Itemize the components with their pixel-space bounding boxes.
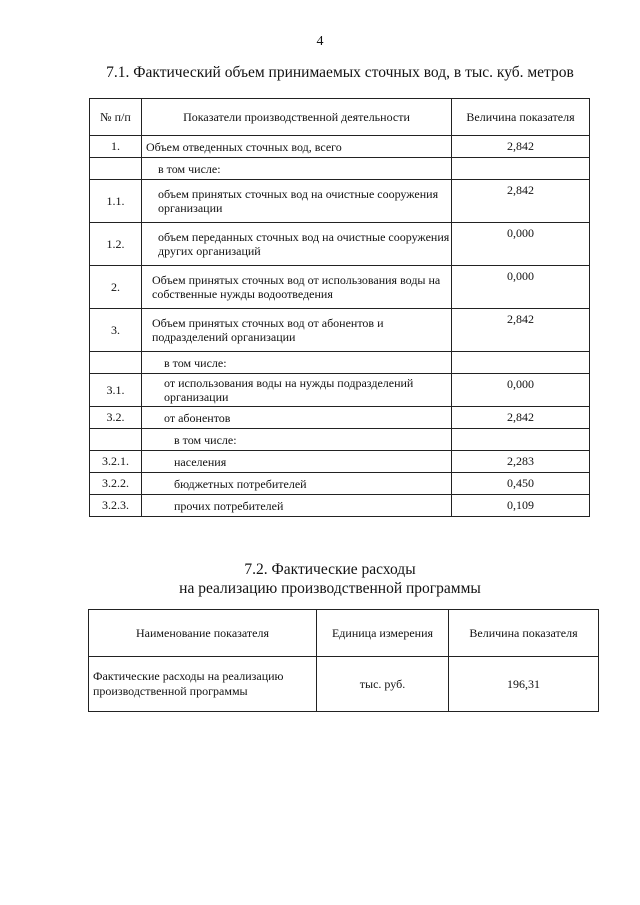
table-row bbox=[90, 180, 590, 223]
row-value: 0,000 bbox=[452, 223, 590, 266]
row-indicator: в том числе: bbox=[142, 158, 452, 180]
table-row bbox=[90, 266, 590, 309]
table-header-row bbox=[90, 99, 590, 136]
row-value bbox=[452, 158, 590, 180]
row-number: 1.2. bbox=[90, 223, 142, 266]
page-number: 4 bbox=[316, 34, 324, 49]
header-unit: Единица измерения bbox=[317, 610, 449, 657]
row-value: 0,109 bbox=[452, 495, 590, 517]
section-title-7-2-line1: 7.2. Фактические расходы bbox=[244, 561, 416, 578]
row-value: 2,842 bbox=[452, 407, 590, 429]
row-value: 2,842 bbox=[452, 136, 590, 158]
row-indicator: объем принятых сточных вод на очистные сооружения организации bbox=[142, 180, 452, 223]
table-row bbox=[90, 309, 590, 352]
table-row bbox=[90, 136, 590, 158]
table-row bbox=[90, 158, 590, 180]
wastewater-volume-table bbox=[89, 98, 590, 517]
row-value: 0,000 bbox=[452, 374, 590, 407]
row-value bbox=[452, 429, 590, 451]
header-indicator-name: Наименование показателя bbox=[89, 610, 317, 657]
row-value: 2,842 bbox=[452, 180, 590, 223]
row-indicator: в том числе: bbox=[142, 429, 452, 451]
row-number: 3.2.2. bbox=[90, 473, 142, 495]
expense-name: Фактические расходы на реализацию производственной программы bbox=[89, 657, 317, 712]
row-indicator: в том числе: bbox=[142, 352, 452, 374]
table-row bbox=[90, 495, 590, 517]
header-indicator: Показатели производственной деятельности bbox=[142, 99, 452, 136]
section-title-7-1: 7.1. Фактический объем принимаемых сточных вод, в тыс. куб. метров bbox=[106, 64, 574, 81]
row-indicator: Объем принятых сточных вод от использования воды на собственные нужды водоотведения bbox=[142, 266, 452, 309]
table-row bbox=[90, 451, 590, 473]
row-value: 0,000 bbox=[452, 266, 590, 309]
table-row bbox=[90, 407, 590, 429]
row-value: 0,450 bbox=[452, 473, 590, 495]
row-indicator: прочих потребителей bbox=[142, 495, 452, 517]
table-header-row bbox=[89, 610, 599, 657]
table-row bbox=[90, 473, 590, 495]
row-number: 3.2. bbox=[90, 407, 142, 429]
header-value: Величина показателя bbox=[449, 610, 599, 657]
row-indicator: Объем отведенных сточных вод, всего bbox=[142, 136, 452, 158]
section-title-7-2-line2: на реализацию производственной программы bbox=[179, 580, 481, 597]
table-row bbox=[89, 657, 599, 712]
expense-unit: тыс. руб. bbox=[317, 657, 449, 712]
table-row bbox=[90, 429, 590, 451]
row-number: 3.2.1. bbox=[90, 451, 142, 473]
expense-value: 196,31 bbox=[449, 657, 599, 712]
header-number: № п/п bbox=[90, 99, 142, 136]
row-number: 1. bbox=[90, 136, 142, 158]
row-value: 2,283 bbox=[452, 451, 590, 473]
table-row bbox=[90, 374, 590, 407]
row-number: 3.1. bbox=[90, 374, 142, 407]
expenses-table bbox=[88, 609, 599, 712]
row-value bbox=[452, 352, 590, 374]
row-number bbox=[90, 429, 142, 451]
row-number: 2. bbox=[90, 266, 142, 309]
row-indicator: от использования воды на нужды подразделений организации bbox=[142, 374, 452, 407]
row-number bbox=[90, 352, 142, 374]
row-indicator: населения bbox=[142, 451, 452, 473]
table-row bbox=[90, 223, 590, 266]
row-number bbox=[90, 158, 142, 180]
row-value: 2,842 bbox=[452, 309, 590, 352]
row-indicator: Объем принятых сточных вод от абонентов и подразделений организации bbox=[142, 309, 452, 352]
row-number: 1.1. bbox=[90, 180, 142, 223]
row-indicator: бюджетных потребителей bbox=[142, 473, 452, 495]
row-number: 3.2.3. bbox=[90, 495, 142, 517]
table-row bbox=[90, 352, 590, 374]
row-number: 3. bbox=[90, 309, 142, 352]
row-indicator: от абонентов bbox=[142, 407, 452, 429]
section-title-7-2 bbox=[10, 560, 640, 598]
header-value: Величина показателя bbox=[452, 99, 590, 136]
row-indicator: объем переданных сточных вод на очистные сооружения других организаций bbox=[142, 223, 452, 266]
